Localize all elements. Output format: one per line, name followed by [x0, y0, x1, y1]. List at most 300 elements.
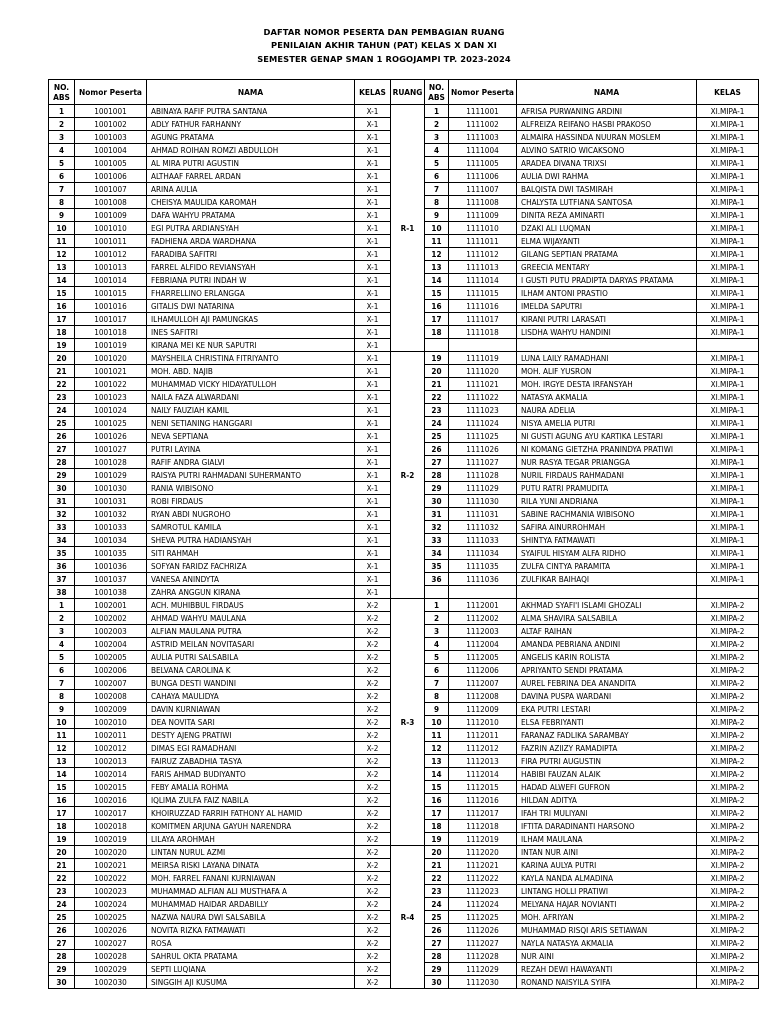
- nomor-peserta-right-cell: 1112021: [449, 859, 517, 872]
- kelas-right-cell: XI.MIPA-1: [697, 287, 759, 300]
- nomor-peserta-right-cell: 1112019: [449, 833, 517, 846]
- no-abs-cell: 10: [49, 716, 75, 729]
- no-abs-right-cell: 3: [425, 625, 449, 638]
- no-abs-right-cell: 8: [425, 690, 449, 703]
- nomor-peserta-cell: 1001005: [75, 157, 147, 170]
- kelas-cell: X-1: [355, 209, 391, 222]
- nomor-peserta-right-cell: 1111021: [449, 378, 517, 391]
- kelas-right-cell: XI.MIPA-1: [697, 443, 759, 456]
- no-abs-right-cell: 2: [425, 118, 449, 131]
- no-abs-right-cell: 23: [425, 885, 449, 898]
- no-abs-cell: 2: [49, 118, 75, 131]
- kelas-cell: X-1: [355, 547, 391, 560]
- nomor-peserta-cell: 1001003: [75, 131, 147, 144]
- nama-right-cell: KARINA AULYA PUTRI: [517, 859, 697, 872]
- kelas-right-cell: [697, 339, 759, 352]
- no-abs-right-cell: 14: [425, 274, 449, 287]
- nama-right-cell: FIRA PUTRI AUGUSTIN: [517, 755, 697, 768]
- no-abs-cell: 18: [49, 326, 75, 339]
- table-row: [49, 105, 759, 118]
- nama-right-cell: NUR AINI: [517, 950, 697, 963]
- nama-right-cell: DZAKI ALI LUQMAN: [517, 222, 697, 235]
- no-abs-right-cell: 6: [425, 170, 449, 183]
- kelas-cell: X-2: [355, 820, 391, 833]
- kelas-cell: X-2: [355, 612, 391, 625]
- kelas-right-cell: XI.MIPA-2: [697, 937, 759, 950]
- nama-cell: SAMROTUL KAMILA: [147, 521, 355, 534]
- nama-right-cell: MELYANA HAJAR NOVIANTI: [517, 898, 697, 911]
- nomor-peserta-right-cell: 1111007: [449, 183, 517, 196]
- kelas-cell: X-2: [355, 846, 391, 859]
- no-abs-right-cell: 5: [425, 651, 449, 664]
- nama-cell: MOH. FARREL FANANI KURNIAWAN: [147, 872, 355, 885]
- nomor-peserta-cell: 1002009: [75, 703, 147, 716]
- kelas-cell: X-1: [355, 443, 391, 456]
- nama-right-cell: FARANAZ FADLIKA SARAMBAY: [517, 729, 697, 742]
- no-abs-right-cell: 11: [425, 235, 449, 248]
- nomor-peserta-right-cell: 1112017: [449, 807, 517, 820]
- nama-right-cell: APRIYANTO SENDI PRATAMA: [517, 664, 697, 677]
- nomor-peserta-right-cell: 1111030: [449, 495, 517, 508]
- nama-right-cell: SYAIFUL HISYAM ALFA RIDHO: [517, 547, 697, 560]
- room-cell: R-4: [391, 846, 425, 989]
- nomor-peserta-cell: 1001029: [75, 469, 147, 482]
- nama-right-cell: NAYLA NATASYA AKMALIA: [517, 937, 697, 950]
- nomor-peserta-right-cell: [449, 586, 517, 599]
- nama-cell: ZAHRA ANGGUN KIRANA: [147, 586, 355, 599]
- no-abs-cell: 12: [49, 248, 75, 261]
- kelas-cell: X-1: [355, 560, 391, 573]
- kelas-right-cell: XI.MIPA-1: [697, 300, 759, 313]
- kelas-right-cell: XI.MIPA-1: [697, 534, 759, 547]
- nama-cell: NAZWA NAURA DWI SALSABILA: [147, 911, 355, 924]
- no-abs-right-cell: 15: [425, 781, 449, 794]
- no-abs-cell: 5: [49, 157, 75, 170]
- kelas-right-cell: XI.MIPA-2: [697, 768, 759, 781]
- nomor-peserta-right-cell: 1111036: [449, 573, 517, 586]
- kelas-right-cell: XI.MIPA-2: [697, 742, 759, 755]
- nomor-peserta-right-cell: 1111013: [449, 261, 517, 274]
- kelas-right-cell: XI.MIPA-1: [697, 105, 759, 118]
- nama-right-cell: ALFREIZA REIFANO HASBI PRAKOSO: [517, 118, 697, 131]
- nama-cell: ARINA AULIA: [147, 183, 355, 196]
- nomor-peserta-right-cell: 1111016: [449, 300, 517, 313]
- kelas-cell: X-2: [355, 690, 391, 703]
- kelas-cell: X-1: [355, 222, 391, 235]
- no-abs-right-cell: 28: [425, 950, 449, 963]
- nama-cell: BUNGA DESTI WANDINI: [147, 677, 355, 690]
- nomor-peserta-cell: 1002024: [75, 898, 147, 911]
- kelas-right-cell: XI.MIPA-1: [697, 417, 759, 430]
- nomor-peserta-cell: 1002015: [75, 781, 147, 794]
- kelas-cell: X-2: [355, 677, 391, 690]
- header-nama-right: NAMA: [517, 80, 697, 105]
- no-abs-cell: 18: [49, 820, 75, 833]
- kelas-right-cell: XI.MIPA-2: [697, 924, 759, 937]
- nomor-peserta-cell: 1001020: [75, 352, 147, 365]
- nama-right-cell: RILA YUNI ANDRIANA: [517, 495, 697, 508]
- nama-right-cell: AUREL FEBRINA DEA ANANDITA: [517, 677, 697, 690]
- nama-right-cell: ILHAM ANTONI PRASTIO: [517, 287, 697, 300]
- nomor-peserta-cell: 1001001: [75, 105, 147, 118]
- nama-right-cell: LISDHA WAHYU HANDINI: [517, 326, 697, 339]
- kelas-cell: X-2: [355, 742, 391, 755]
- nomor-peserta-cell: 1002017: [75, 807, 147, 820]
- nama-right-cell: INTAN NUR AINI: [517, 846, 697, 859]
- nama-cell: CAHAYA MAULIDYA: [147, 690, 355, 703]
- nama-cell: ADLY FATHUR FARHANNY: [147, 118, 355, 131]
- no-abs-right-cell: 25: [425, 430, 449, 443]
- nomor-peserta-cell: 1001031: [75, 495, 147, 508]
- kelas-right-cell: XI.MIPA-2: [697, 638, 759, 651]
- nomor-peserta-cell: 1001035: [75, 547, 147, 560]
- kelas-cell: X-1: [355, 573, 391, 586]
- kelas-right-cell: XI.MIPA-2: [697, 859, 759, 872]
- nomor-peserta-right-cell: 1112027: [449, 937, 517, 950]
- no-abs-right-cell: 36: [425, 573, 449, 586]
- no-abs-cell: 8: [49, 690, 75, 703]
- kelas-cell: X-2: [355, 950, 391, 963]
- nomor-peserta-cell: 1001033: [75, 521, 147, 534]
- no-abs-right-cell: 7: [425, 677, 449, 690]
- nomor-peserta-right-cell: 1112005: [449, 651, 517, 664]
- nomor-peserta-right-cell: 1111026: [449, 443, 517, 456]
- no-abs-cell: 34: [49, 534, 75, 547]
- nomor-peserta-cell: 1001037: [75, 573, 147, 586]
- kelas-cell: X-1: [355, 118, 391, 131]
- nomor-peserta-cell: 1002019: [75, 833, 147, 846]
- kelas-cell: X-1: [355, 521, 391, 534]
- nama-right-cell: NI KOMANG GIETZHA PRANINDYA PRATIWI: [517, 443, 697, 456]
- nomor-peserta-cell: 1001030: [75, 482, 147, 495]
- nomor-peserta-cell: 1002018: [75, 820, 147, 833]
- nama-cell: LILAYA AROHMAH: [147, 833, 355, 846]
- header-no-abs: NO. ABS: [49, 80, 75, 105]
- kelas-cell: X-1: [355, 586, 391, 599]
- kelas-right-cell: XI.MIPA-1: [697, 183, 759, 196]
- no-abs-right-cell: 26: [425, 924, 449, 937]
- kelas-right-cell: XI.MIPA-1: [697, 313, 759, 326]
- kelas-cell: X-1: [355, 287, 391, 300]
- no-abs-right-cell: 18: [425, 820, 449, 833]
- header-nama: NAMA: [147, 80, 355, 105]
- nama-cell: VANESA ANINDYTA: [147, 573, 355, 586]
- kelas-right-cell: XI.MIPA-1: [697, 352, 759, 365]
- kelas-right-cell: XI.MIPA-1: [697, 573, 759, 586]
- nomor-peserta-cell: 1002003: [75, 625, 147, 638]
- no-abs-cell: 14: [49, 768, 75, 781]
- no-abs-right-cell: 16: [425, 794, 449, 807]
- kelas-right-cell: XI.MIPA-1: [697, 430, 759, 443]
- nama-right-cell: GILANG SEPTIAN PRATAMA: [517, 248, 697, 261]
- no-abs-cell: 5: [49, 651, 75, 664]
- nomor-peserta-cell: 1002026: [75, 924, 147, 937]
- heading-line-3: SEMESTER GENAP SMAN 1 ROGOJAMPI TP. 2023-2024: [257, 53, 511, 64]
- no-abs-right-cell: 32: [425, 521, 449, 534]
- nomor-peserta-right-cell: 1111003: [449, 131, 517, 144]
- nama-right-cell: I GUSTI PUTU PRADIPTA DARYAS PRATAMA: [517, 274, 697, 287]
- no-abs-right-cell: 12: [425, 742, 449, 755]
- no-abs-cell: 33: [49, 521, 75, 534]
- kelas-cell: X-1: [355, 196, 391, 209]
- no-abs-cell: 35: [49, 547, 75, 560]
- kelas-cell: X-1: [355, 131, 391, 144]
- kelas-cell: X-2: [355, 768, 391, 781]
- nomor-peserta-right-cell: 1111033: [449, 534, 517, 547]
- kelas-cell: X-2: [355, 729, 391, 742]
- nomor-peserta-right-cell: 1112015: [449, 781, 517, 794]
- no-abs-right-cell: 11: [425, 729, 449, 742]
- no-abs-right-cell: 20: [425, 365, 449, 378]
- no-abs-cell: 14: [49, 274, 75, 287]
- nomor-peserta-cell: 1002010: [75, 716, 147, 729]
- nama-right-cell: AULIA DWI RAHMA: [517, 170, 697, 183]
- nama-right-cell: IFAH TRI MULIYANI: [517, 807, 697, 820]
- no-abs-cell: 6: [49, 664, 75, 677]
- kelas-cell: X-1: [355, 508, 391, 521]
- nama-cell: ABINAYA RAFIF PUTRA SANTANA: [147, 105, 355, 118]
- nomor-peserta-right-cell: 1111018: [449, 326, 517, 339]
- no-abs-cell: 19: [49, 833, 75, 846]
- kelas-right-cell: XI.MIPA-2: [697, 781, 759, 794]
- table-row: [49, 599, 759, 612]
- nomor-peserta-cell: 1001028: [75, 456, 147, 469]
- no-abs-right-cell: 18: [425, 326, 449, 339]
- nomor-peserta-right-cell: 1112006: [449, 664, 517, 677]
- no-abs-right-cell: 21: [425, 859, 449, 872]
- kelas-cell: X-1: [355, 430, 391, 443]
- kelas-cell: X-1: [355, 157, 391, 170]
- no-abs-cell: 27: [49, 937, 75, 950]
- nama-cell: KOMITMEN ARJUNA GAYUH NARENDRA: [147, 820, 355, 833]
- nomor-peserta-right-cell: 1111006: [449, 170, 517, 183]
- kelas-cell: X-2: [355, 794, 391, 807]
- no-abs-right-cell: 3: [425, 131, 449, 144]
- no-abs-right-cell: 10: [425, 716, 449, 729]
- kelas-cell: X-1: [355, 248, 391, 261]
- nomor-peserta-right-cell: 1112014: [449, 768, 517, 781]
- no-abs-right-cell: 2: [425, 612, 449, 625]
- kelas-right-cell: XI.MIPA-1: [697, 274, 759, 287]
- nama-cell: SITI RAHMAH: [147, 547, 355, 560]
- no-abs-cell: 12: [49, 742, 75, 755]
- room-cell: R-1: [391, 105, 425, 352]
- nomor-peserta-cell: 1002020: [75, 846, 147, 859]
- kelas-cell: X-2: [355, 625, 391, 638]
- kelas-cell: X-1: [355, 235, 391, 248]
- no-abs-right-cell: 20: [425, 846, 449, 859]
- kelas-right-cell: XI.MIPA-1: [697, 365, 759, 378]
- nomor-peserta-cell: 1001034: [75, 534, 147, 547]
- kelas-cell: X-1: [355, 300, 391, 313]
- kelas-right-cell: XI.MIPA-2: [697, 690, 759, 703]
- nomor-peserta-cell: 1002008: [75, 690, 147, 703]
- nomor-peserta-right-cell: 1112012: [449, 742, 517, 755]
- kelas-right-cell: XI.MIPA-1: [697, 157, 759, 170]
- nama-cell: INES SAFITRI: [147, 326, 355, 339]
- nama-cell: ASTRID MEILAN NOVITASARI: [147, 638, 355, 651]
- nama-right-cell: GREECIA MENTARY: [517, 261, 697, 274]
- nomor-peserta-cell: 1001015: [75, 287, 147, 300]
- no-abs-cell: 25: [49, 911, 75, 924]
- kelas-cell: X-1: [355, 326, 391, 339]
- no-abs-cell: 2: [49, 612, 75, 625]
- nama-right-cell: ZULFA CINTYA PARAMITA: [517, 560, 697, 573]
- no-abs-cell: 25: [49, 417, 75, 430]
- nomor-peserta-cell: 1001002: [75, 118, 147, 131]
- kelas-right-cell: XI.MIPA-1: [697, 131, 759, 144]
- nama-right-cell: IMELDA SAPUTRI: [517, 300, 697, 313]
- nama-cell: NEVA SEPTIANA: [147, 430, 355, 443]
- nama-right-cell: HILDAN ADITYA: [517, 794, 697, 807]
- nama-right-cell: NURIL FIRDAUS RAHMADANI: [517, 469, 697, 482]
- no-abs-right-cell: 6: [425, 664, 449, 677]
- no-abs-cell: 28: [49, 950, 75, 963]
- nama-cell: RAFIF ANDRA GIALVI: [147, 456, 355, 469]
- nomor-peserta-cell: 1002027: [75, 937, 147, 950]
- nomor-peserta-right-cell: 1112001: [449, 599, 517, 612]
- kelas-right-cell: XI.MIPA-1: [697, 547, 759, 560]
- nomor-peserta-cell: 1002025: [75, 911, 147, 924]
- nama-cell: MUHAMMAD VICKY HIDAYATULLOH: [147, 378, 355, 391]
- no-abs-cell: 11: [49, 235, 75, 248]
- nama-cell: AL MIRA PUTRI AGUSTIN: [147, 157, 355, 170]
- nama-cell: KIRANA MEI KE NUR SAPUTRI: [147, 339, 355, 352]
- no-abs-cell: 29: [49, 963, 75, 976]
- kelas-right-cell: XI.MIPA-2: [697, 885, 759, 898]
- nomor-peserta-right-cell: 1111022: [449, 391, 517, 404]
- no-abs-right-cell: 9: [425, 703, 449, 716]
- nomor-peserta-cell: 1002028: [75, 950, 147, 963]
- no-abs-cell: 8: [49, 196, 75, 209]
- no-abs-cell: 4: [49, 144, 75, 157]
- no-abs-cell: 37: [49, 573, 75, 586]
- no-abs-right-cell: 9: [425, 209, 449, 222]
- no-abs-right-cell: 14: [425, 768, 449, 781]
- nama-cell: FAIRUZ ZABADHIA TASYA: [147, 755, 355, 768]
- nama-cell: SINGGIH AJI KUSUMA: [147, 976, 355, 989]
- kelas-cell: X-1: [355, 183, 391, 196]
- nama-cell: CHEISYA MAULIDA KAROMAH: [147, 196, 355, 209]
- table-body: [49, 105, 759, 989]
- kelas-cell: X-2: [355, 703, 391, 716]
- kelas-right-cell: XI.MIPA-2: [697, 950, 759, 963]
- kelas-cell: X-1: [355, 495, 391, 508]
- header-no-abs-right: NO. ABS: [425, 80, 449, 105]
- nomor-peserta-cell: 1001038: [75, 586, 147, 599]
- no-abs-cell: 1: [49, 105, 75, 118]
- nama-cell: FADHIENA ARDA WARDHANA: [147, 235, 355, 248]
- nama-cell: FEBY AMALIA ROHMA: [147, 781, 355, 794]
- kelas-right-cell: XI.MIPA-2: [697, 963, 759, 976]
- nama-right-cell: ALVINO SATRIO WICAKSONO: [517, 144, 697, 157]
- no-abs-cell: 3: [49, 625, 75, 638]
- nomor-peserta-cell: 1001008: [75, 196, 147, 209]
- kelas-right-cell: XI.MIPA-2: [697, 755, 759, 768]
- kelas-right-cell: XI.MIPA-1: [697, 404, 759, 417]
- nomor-peserta-right-cell: 1111015: [449, 287, 517, 300]
- kelas-right-cell: XI.MIPA-2: [697, 716, 759, 729]
- nama-cell: SOFYAN FARIDZ FACHRIZA: [147, 560, 355, 573]
- nomor-peserta-cell: 1001024: [75, 404, 147, 417]
- participant-room-table: [48, 79, 758, 989]
- kelas-right-cell: XI.MIPA-2: [697, 833, 759, 846]
- nomor-peserta-cell: 1002005: [75, 651, 147, 664]
- header-ruang: RUANG: [391, 80, 425, 105]
- nomor-peserta-cell: 1002011: [75, 729, 147, 742]
- no-abs-cell: 32: [49, 508, 75, 521]
- kelas-right-cell: XI.MIPA-1: [697, 196, 759, 209]
- nomor-peserta-right-cell: [449, 339, 517, 352]
- nomor-peserta-cell: 1002022: [75, 872, 147, 885]
- no-abs-cell: 36: [49, 560, 75, 573]
- kelas-cell: X-1: [355, 378, 391, 391]
- nama-cell: GITALIS DWI NATARINA: [147, 300, 355, 313]
- nama-cell: BELVANA CAROLINA K: [147, 664, 355, 677]
- nomor-peserta-right-cell: 1112002: [449, 612, 517, 625]
- nomor-peserta-right-cell: 1112030: [449, 976, 517, 989]
- nama-right-cell: KAYLA NANDA ALMADINA: [517, 872, 697, 885]
- nomor-peserta-right-cell: 1111008: [449, 196, 517, 209]
- nama-right-cell: KIRANI PUTRI LARASATI: [517, 313, 697, 326]
- nama-right-cell: DINITA REZA AMINARTI: [517, 209, 697, 222]
- room-cell: R-3: [391, 599, 425, 846]
- no-abs-right-cell: 24: [425, 898, 449, 911]
- no-abs-right-cell: 13: [425, 261, 449, 274]
- nomor-peserta-cell: 1001027: [75, 443, 147, 456]
- kelas-right-cell: XI.MIPA-2: [697, 807, 759, 820]
- kelas-right-cell: XI.MIPA-1: [697, 378, 759, 391]
- kelas-right-cell: XI.MIPA-1: [697, 521, 759, 534]
- no-abs-right-cell: 8: [425, 196, 449, 209]
- no-abs-cell: 9: [49, 209, 75, 222]
- no-abs-right-cell: 30: [425, 495, 449, 508]
- nama-right-cell: NI GUSTI AGUNG AYU KARTIKA LESTARI: [517, 430, 697, 443]
- nomor-peserta-cell: 1002004: [75, 638, 147, 651]
- nama-right-cell: IFTITA DARADINANTI HARSONO: [517, 820, 697, 833]
- kelas-cell: X-2: [355, 638, 391, 651]
- kelas-cell: X-1: [355, 339, 391, 352]
- no-abs-cell: 13: [49, 261, 75, 274]
- kelas-cell: X-1: [355, 352, 391, 365]
- no-abs-cell: 22: [49, 378, 75, 391]
- nama-cell: FEBRIANA PUTRI INDAH W: [147, 274, 355, 287]
- kelas-cell: X-2: [355, 976, 391, 989]
- nomor-peserta-right-cell: 1112009: [449, 703, 517, 716]
- nomor-peserta-right-cell: 1111034: [449, 547, 517, 560]
- kelas-right-cell: XI.MIPA-1: [697, 235, 759, 248]
- kelas-cell: X-2: [355, 807, 391, 820]
- nomor-peserta-right-cell: 1111035: [449, 560, 517, 573]
- nama-right-cell: NAURA ADELIA: [517, 404, 697, 417]
- kelas-cell: X-1: [355, 469, 391, 482]
- nomor-peserta-cell: 1001018: [75, 326, 147, 339]
- kelas-right-cell: XI.MIPA-1: [697, 391, 759, 404]
- nama-cell: IQLIMA ZULFA FAIZ NABILA: [147, 794, 355, 807]
- nama-right-cell: NUR RASYA TEGAR PRIANGGA: [517, 456, 697, 469]
- no-abs-right-cell: 28: [425, 469, 449, 482]
- kelas-cell: X-2: [355, 651, 391, 664]
- nomor-peserta-cell: 1002030: [75, 976, 147, 989]
- kelas-right-cell: XI.MIPA-2: [697, 794, 759, 807]
- no-abs-cell: 38: [49, 586, 75, 599]
- header-kelas: KELAS: [355, 80, 391, 105]
- kelas-right-cell: XI.MIPA-2: [697, 677, 759, 690]
- no-abs-cell: 20: [49, 352, 75, 365]
- nomor-peserta-cell: 1001025: [75, 417, 147, 430]
- nomor-peserta-right-cell: 1111011: [449, 235, 517, 248]
- nama-cell: FARIS AHMAD BUDIYANTO: [147, 768, 355, 781]
